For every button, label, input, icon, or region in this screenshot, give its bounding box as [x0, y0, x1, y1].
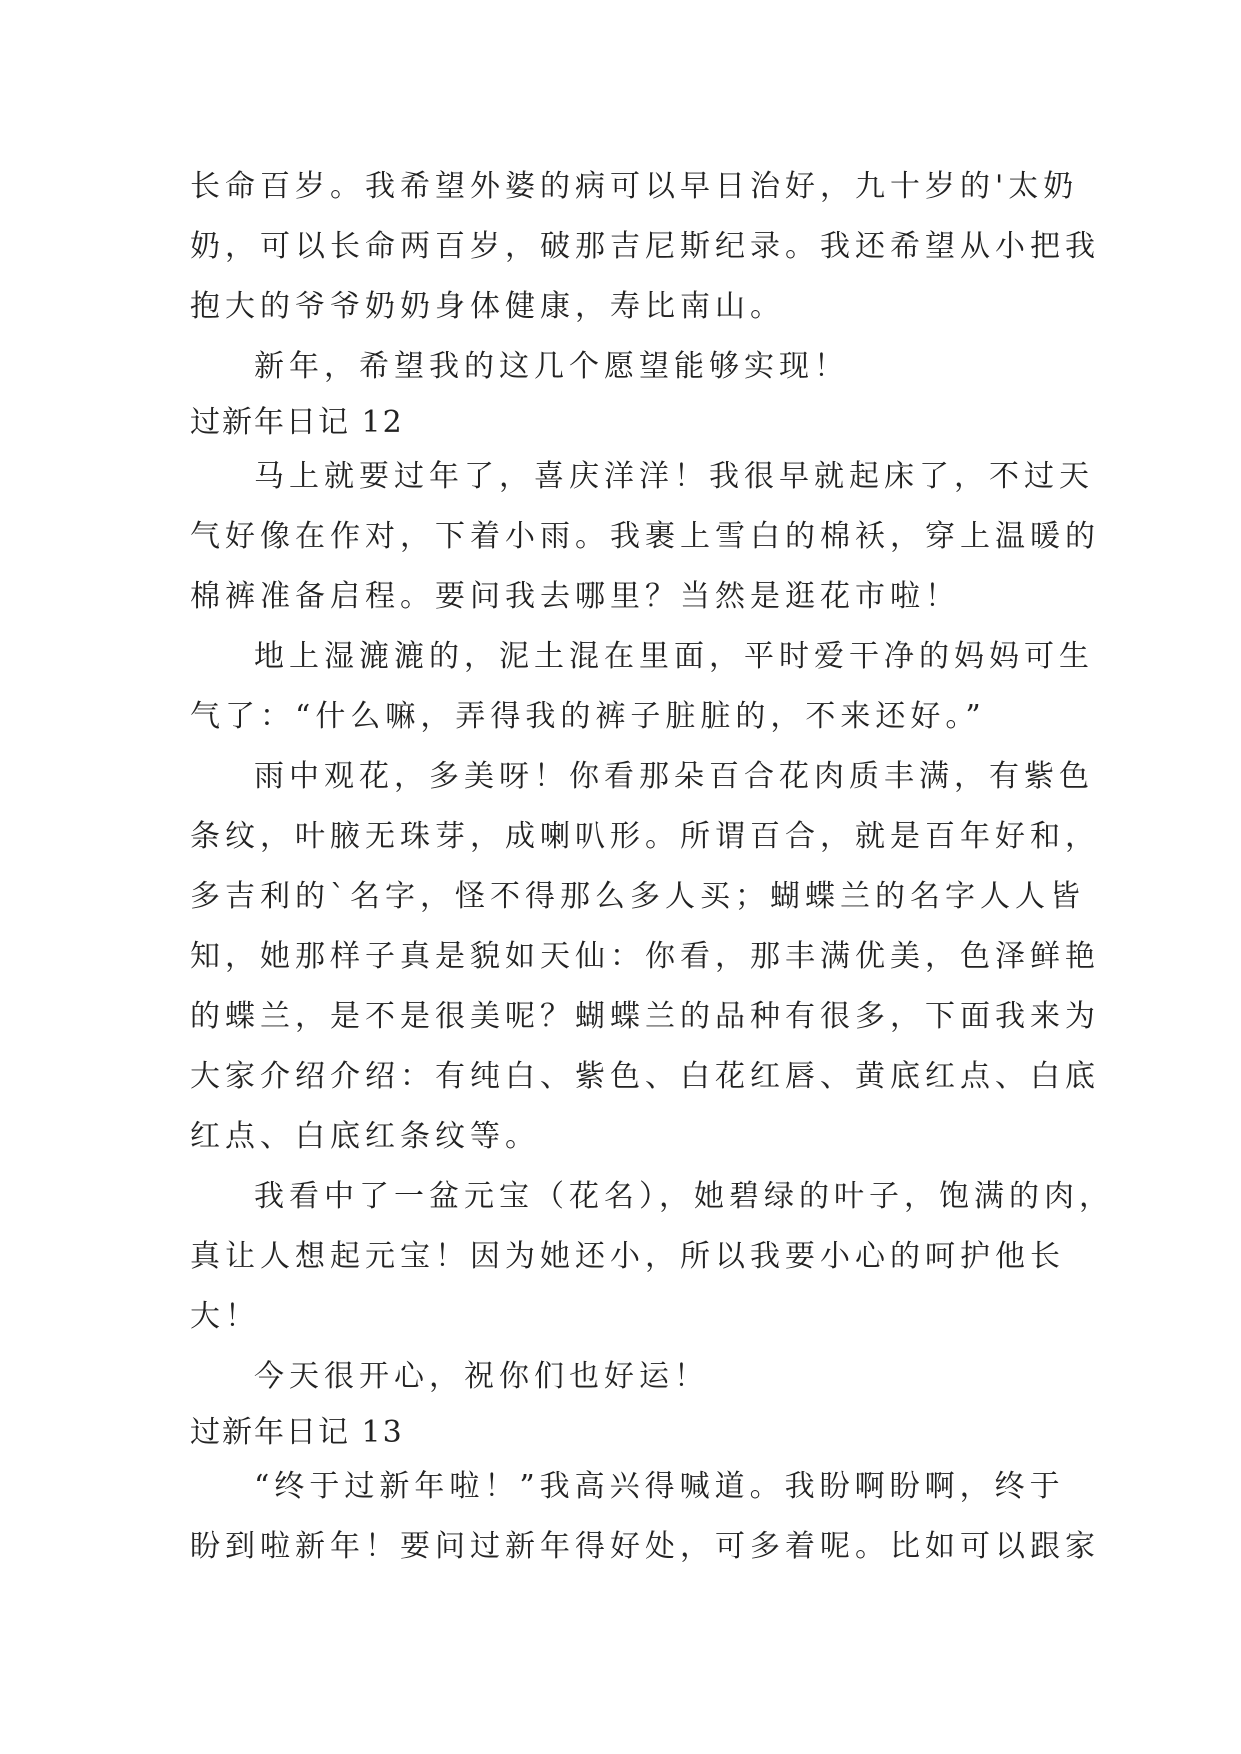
paragraph-line: 我看中了一盆元宝（花名），她碧绿的叶子，饱满的肉， [254, 1179, 1114, 1214]
paragraph-line: 奶，可以长命两百岁，破那吉尼斯纪录。我还希望从小把我 [190, 229, 1100, 264]
paragraph-line: 长命百岁。我希望外婆的病可以早日治好，九十岁的'太奶 [190, 169, 1079, 204]
paragraph-line: 红点、白底红条纹等。 [190, 1119, 540, 1154]
paragraph-line: 知，她那样子真是貌如天仙：你看，那丰满优美，色泽鲜艳 [190, 939, 1100, 974]
section-heading: 过新年日记 13 [190, 1415, 404, 1450]
paragraph-line: 大家介绍介绍：有纯白、紫色、白花红唇、黄底红点、白底 [190, 1059, 1100, 1094]
paragraph-line: 盼到啦新年！要问过新年得好处，可多着呢。比如可以跟家 [190, 1529, 1100, 1564]
paragraph-line: 气了：“什么嘛，弄得我的裤子脏脏的，不来还好。” [190, 699, 986, 734]
paragraph-line: 雨中观花，多美呀！你看那朵百合花肉质丰满，有紫色 [254, 759, 1094, 794]
section-heading: 过新年日记 12 [190, 405, 404, 440]
paragraph-line: 的蝶兰，是不是很美呢？蝴蝶兰的品种有很多，下面我来为 [190, 999, 1100, 1034]
paragraph-line: 新年，希望我的这几个愿望能够实现！ [254, 349, 849, 384]
paragraph-line: 条纹，叶腋无珠芽，成喇叭形。所谓百合，就是百年好和， [190, 819, 1100, 854]
paragraph-line: “终于过新年啦！”我高兴得喊道。我盼啊盼啊，终于 [254, 1469, 1065, 1504]
paragraph-line: 抱大的爷爷奶奶身体健康，寿比南山。 [190, 289, 785, 324]
paragraph-line: 真让人想起元宝！因为她还小，所以我要小心的呵护他长 [190, 1239, 1065, 1274]
paragraph-line: 大！ [190, 1299, 260, 1334]
paragraph-line: 地上湿漉漉的，泥土混在里面，平时爱干净的妈妈可生 [254, 639, 1094, 674]
paragraph-line: 今天很开心，祝你们也好运！ [254, 1359, 709, 1394]
paragraph-line: 多吉利的`名字，怪不得那么多人买；蝴蝶兰的名字人人皆 [190, 879, 1085, 914]
paragraph-line: 棉裤准备启程。要问我去哪里？当然是逛花市啦！ [190, 579, 960, 614]
paragraph-line: 马上就要过年了，喜庆洋洋！我很早就起床了，不过天 [254, 459, 1094, 494]
paragraph-line: 气好像在作对，下着小雨。我裹上雪白的棉袄，穿上温暖的 [190, 519, 1100, 554]
